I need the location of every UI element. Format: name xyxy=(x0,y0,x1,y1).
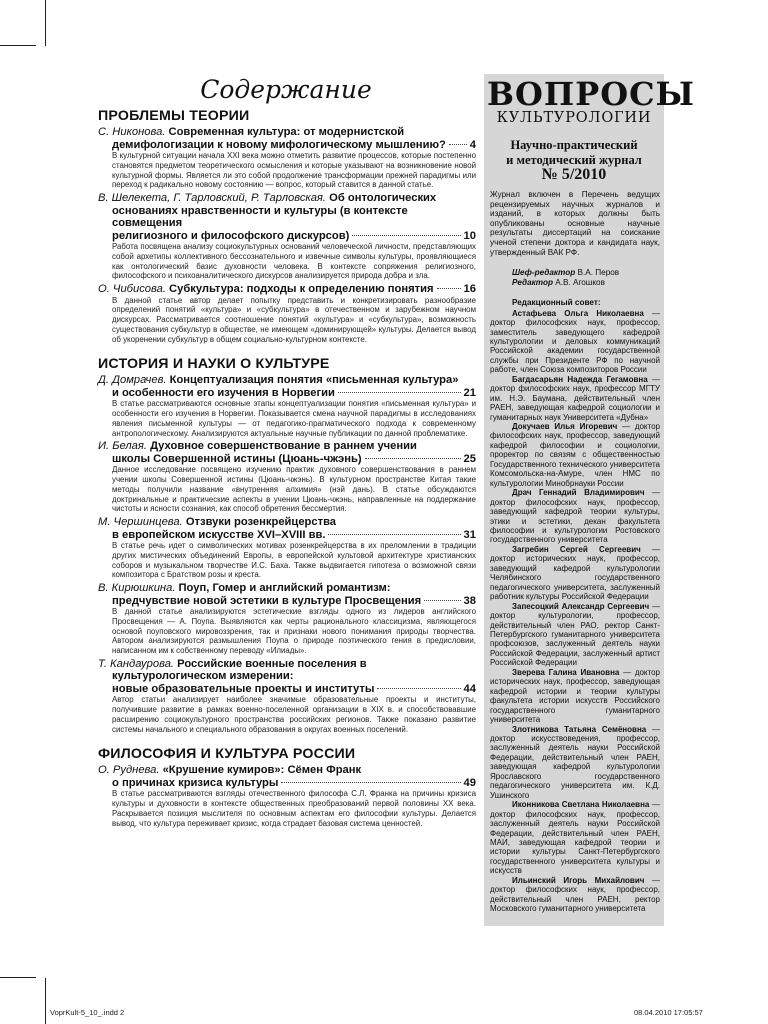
journal-subtitle: Научно-практический и методический журнал xyxy=(506,138,642,167)
council-heading: Редакционный совет: xyxy=(512,298,601,307)
member-name: Запесоцкий Александр Сергеевич xyxy=(512,601,650,611)
dot-leader xyxy=(338,392,461,393)
entry-title: Поуп, Гомер и английский романтизм: xyxy=(178,582,391,594)
entry-title: Об онтологических основаниях нравственности и культуры (в контексте совмещения xyxy=(112,192,437,230)
vak-note: Журнал включен в Перечень ведущих рецензируемых научных журналов и изданий, в которых должны быть опубликованы основные научные результаты диссертаций на соискание ученой степени доктора и кандидата наук, утвержденный ВАК РФ. xyxy=(490,190,660,257)
issue-number: № 5/2010 xyxy=(541,166,607,183)
editor: Редактор А.В. Агошков xyxy=(512,278,605,287)
toc-entry xyxy=(96,516,476,580)
entry-title-end: предчувствие новой эстетики в культуре Просвещения xyxy=(112,594,422,607)
crop-mark xyxy=(0,45,36,46)
entry-title-end: демифологизации к новому мифологическому мышлению? xyxy=(112,138,446,151)
entry-title-end: о причинах кризиса культуры xyxy=(112,776,279,789)
member-desc: доктор культурологии, профессор, действительный член РАО, ректор Санкт-Петербургского гуманитарного университета профсоюзов, заслуженный деятель науки Российской Федерации, заслуженный артист Российской Федерации xyxy=(490,611,660,668)
entry-author: В. Шелекета, Г. Тарловский, Р. Тарловская. xyxy=(98,192,327,204)
entry-abstract: В данной статье автор делает попытку представить и конкретизировать разнообразие определений понятий «культура» и «субкультура» в отечественном и зарубежном научном дискурсах. Рассматривается соотношение понятий «культура» и «субкультура», возможность существования субкультур в обществе, не имеющем «доминирующей» культуры. Делается вывод об укоренении субкультур в общем социально-культурном контексте. xyxy=(112,295,476,344)
member-desc: доктор исторических наук, профессор, заведующий кафедрой культурологии Челябинского государственного педагогического университета, заслуженный работник культуры Российской Федерации xyxy=(490,554,660,602)
dot-leader xyxy=(352,235,460,236)
toc-entry xyxy=(96,764,476,828)
member-name: Загребин Сергей Сергеевич xyxy=(512,544,641,554)
entry-title: Субкультура: подходы к определению понятия xyxy=(169,283,434,296)
entry-page: 44 xyxy=(463,682,476,695)
member-name: Астафьева Ольга Николаевна xyxy=(512,308,644,318)
journal-name-bottom: КУЛЬТУРОЛОГИИ xyxy=(496,110,652,126)
footer-file: VoprKult-5_10_.indd 2 xyxy=(50,1008,125,1017)
entry-title: Духовное совершенствование в раннем учении xyxy=(150,440,417,453)
entry-page: 38 xyxy=(463,594,476,607)
entry-abstract: В культурной ситуации начала XXI века можно отметить развитие процессов, которые постепенно становятся предметом теоретического осмысления и которые указывают на возникновение новой культурной формы. Является ли это собой продолжение трансформации прежней парадигмы или переход к радикально новому состоянию — вопрос, который ставится в данной статье. xyxy=(112,151,476,190)
toc-entry xyxy=(96,440,476,514)
entry-abstract: В статье речь идет о символических мотивах розенкрейцерства в их преломлении в традиции других мистических объединений Европы, в европейской культовой архитектуре христианских соборов и музыкальном творчестве И.С. Баха. Также выдвигается гипотеза о возможной связи композитора с Братством розы и креста. xyxy=(112,541,476,580)
table-of-contents xyxy=(96,108,476,830)
council-member: Запесоцкий Александр Сергеевич — доктор культурологии, профессор, действительный член РАО, ректор Санкт-Петербургского гуманитарного университета профсоюзов, заслуженный деятель науки Российской Федерации, заслуженный артист Российской Федерации xyxy=(490,601,660,668)
chief-editor: Шеф-редактор В.А. Перов xyxy=(512,268,620,277)
toc-entry xyxy=(96,658,476,735)
member-desc: доктор исторических наук, профессор, заведующая кафедрой истории и теории культуры факультета истории искусств Российского государственного гуманитарного университета xyxy=(490,667,660,725)
member-name: Драч Геннадий Владимирович xyxy=(512,488,645,498)
member-name: Зверева Галина Ивановна xyxy=(512,667,620,677)
council-member: Зверева Галина Ивановна — доктор исторических наук, профессор, заведующая кафедрой истории и теории культуры факультета истории искусств Российского государственного гуманитарного университета xyxy=(490,667,660,725)
council-member: Багдасарьян Надежда Гегамовна — доктор философских наук, профессор МГТУ им. Н.Э. Баумана, действительный член РАЕН, заведующая кафедрой социологии и гуманитарных наук Университета «Дубна» xyxy=(490,374,660,422)
section-heading: ФИЛОСОФИЯ И КУЛЬТУРА РОССИИ xyxy=(98,746,356,763)
crop-mark xyxy=(0,977,36,978)
council-member: Иконникова Светлана Николаевна — доктор философских наук, профессор, заслуженный деятель науки Российской Федерации, действительный член РАЕН, МАИ, заведующая кафедрой теории и истории культуры Санкт-Петербургского государственного университета культуры и искусств xyxy=(490,800,660,876)
council-member: Злотникова Татьяна Семёновна — доктор искусствоведения, профессор, заслуженный деятель науки Российской Федерации, действительный член РАЕН, заведующая кафедрой культурологии Ярославского государственного педагогического университета им. К.Д. Ушинского xyxy=(490,724,660,800)
entry-abstract: Автор статьи анализирует наиболее значимые образовательные проекты и институты, получившие развитие в рамках военно-поселенной организации в XIX в. и способствовавшие расширению социокультурного пространства российских регионов. Также показано развитие системы начального и специального образования в округах военных поселений. xyxy=(112,695,476,734)
council-member: Загребин Сергей Сергеевич — доктор исторических наук, профессор, заведующий кафедрой культурологии Челябинского государственного педагогического университета, заслуженный работник культуры Российской Федерации xyxy=(490,544,660,602)
entry-page: 4 xyxy=(469,138,476,151)
entry-author: В. Кирюшкина. xyxy=(98,582,176,594)
dot-leader xyxy=(377,688,460,689)
dot-leader xyxy=(365,458,461,459)
entry-title: Концептуализация понятия «письменная культура» xyxy=(169,374,459,387)
dot-leader xyxy=(281,782,460,783)
member-name: Багдасарьян Надежда Гегамовна xyxy=(512,374,648,384)
member-name: Злотникова Татьяна Семёновна xyxy=(512,724,647,734)
page-title: Содержание xyxy=(200,75,372,104)
entry-title: «Крушение кумиров»: Сёмен Франк xyxy=(162,764,362,777)
member-desc: доктор философских наук, профессор МГТУ им. Н.Э. Баумана, действительный член РАЕН, заведующая кафедрой социологии и гуманитарных наук Университета «Дубна» xyxy=(490,384,660,422)
entry-title: Отзвуки розенкрейцерства xyxy=(185,516,337,528)
entry-title: Российские военные поселения в культурологическом измерении: xyxy=(112,657,367,683)
entry-page: 25 xyxy=(463,452,476,465)
entry-title-end: школы Совершенной истины (Цюань-чжэнь) xyxy=(112,452,362,465)
toc-entry xyxy=(96,192,476,281)
entry-author: Д. Домрачев. xyxy=(98,374,167,387)
entry-abstract: Работа посвящена анализу социокультурных оснований человеческой личности, представляющих собой архетипы коллективного бессознательного и извечные символы культуры, проявляющиеся как онтологический базис духовности человека. В контексте сопряжения религиозного, философского и психоаналитического дискурсов анализируется природа добра и зла. xyxy=(112,242,476,281)
crop-mark xyxy=(45,0,46,46)
entry-abstract: В данной статье анализируются эстетические взгляды одного из лидеров английского Просвещения — А. Поупа. Выявляются как черты рационального классицизма, являющегося основой поуповского мировоззрения, так и признаки нового понимания природы творчества. Автором анализируются размышления Поупа о природе поэтического гения в предисловии, написанном им к собственному переводу «Илиады». xyxy=(112,607,476,655)
member-name: Докучаев Илья Игоревич xyxy=(512,422,618,432)
entry-abstract: В статье рассматриваются основные этапы концептуализации понятия «письменная культура» и особенности его изучения в Норвегии. Показывается смена научной парадигмы в исследованиях явления письменной культуры — от педагогико-прагматического подхода к современному антропологическому. Анализируются актуальные научные публикации по данной проблематике. xyxy=(112,399,476,438)
member-name: Ильинский Игорь Михайлович xyxy=(512,875,645,885)
entry-author: О. Руднева. xyxy=(98,764,160,777)
entry-author: Т. Кандаурова. xyxy=(98,657,175,670)
footer-timestamp: 08.04.2010 17:05:57 xyxy=(634,1008,703,1017)
dot-leader xyxy=(328,534,460,535)
entry-author: С. Никонова. xyxy=(98,126,166,138)
editors xyxy=(490,268,660,288)
toc-entry xyxy=(96,283,476,344)
council-member: Ильинский Игорь Михайлович — доктор философских наук, профессор, действительный член РАЕН, ректор Московского гуманитарного университета xyxy=(490,875,660,914)
section-heading: ПРОБЛЕМЫ ТЕОРИИ xyxy=(98,108,250,124)
entry-page: 31 xyxy=(463,528,476,541)
council-member: Астафьева Ольга Николаевна — доктор философских наук, профессор, заместитель заведующего кафедрой культурологии и деловых коммуникаций Российской академии государственной службы при Президенте РФ по научной работе, член Союза композиторов России xyxy=(490,308,660,375)
entry-abstract: В статье рассматриваются взгляды отечественного философа С.Л. Франка на причины кризиса культуры и духовности в контексте общественных преобразований первой половины XX века. Раскрывается позиция мыслителя по основным аспектам его философии культуры. Делается вывод, что культура переживает кризис, когда страдает базовая система ценностей. xyxy=(112,789,476,828)
toc-entry xyxy=(96,126,476,190)
toc-entry xyxy=(96,582,476,656)
entry-page: 49 xyxy=(463,776,476,789)
entry-author: М. Чершинцева. xyxy=(98,516,183,528)
editorial-council xyxy=(490,298,660,914)
dot-leader xyxy=(449,144,467,145)
council-list xyxy=(490,309,660,914)
member-desc: доктор философских наук, профессор, заместитель заведующего кафедрой культурологии и деловых коммуникаций Российской академии государственной службы при Президенте РФ по научной работе, член Союза композиторов России xyxy=(490,318,660,375)
entry-title-end: новые образовательные проекты и институты xyxy=(112,682,375,695)
entry-page: 21 xyxy=(463,386,476,399)
member-desc: доктор философских наук, профессор, заведующий кафедрой теории культуры, этики и эстетики, декан факультета философии и культурологии Ростовского государственного университета xyxy=(490,497,660,545)
entry-author: И. Белая. xyxy=(98,440,147,453)
journal-masthead xyxy=(487,75,695,128)
entry-title-end: в европейском искусстве XVI–XVIII вв. xyxy=(112,528,326,541)
section-heading: ИСТОРИЯ И НАУКИ О КУЛЬТУРЕ xyxy=(98,356,330,373)
entry-author: О. Чибисова. xyxy=(98,283,166,296)
entry-title-end: и особенности его изучения в Норвегии xyxy=(112,386,335,399)
entry-abstract: Данное исследование посвящено изучению практик духовного совершенствования в раннем учении школы Совершенной истины (Цюань-чжэнь). В культурном пространстве Китая такие методы получили название «внутренняя алхимия» (нэй дань). В статье обсуждаются доктринальные и практические аспекты в учении Цюань-чжэнь, направленные на поддержание чистоты и ясности сознания, как способ обретения бессмертия. xyxy=(112,465,476,514)
member-desc: доктор философских наук, профессор, заслуженный деятель науки Российской Федерации, действительный член РАЕН, МАИ, заведующая кафедрой теории и истории культуры Санкт-Петербургского государственного университета культуры и искусств xyxy=(490,809,660,876)
council-member: Драч Геннадий Владимирович — доктор философских наук, профессор, заведующий кафедрой теории культуры, этики и эстетики, декан факультета философии и культурологии Ростовского государственного университета xyxy=(490,488,660,545)
toc-entry xyxy=(96,374,476,438)
journal-name-top: ВОПРОСЫ xyxy=(487,75,695,113)
dot-leader xyxy=(424,600,460,601)
entry-title-end: религиозного и философского дискурсов) xyxy=(112,229,350,242)
dot-leader xyxy=(437,288,461,289)
entry-page: 16 xyxy=(463,283,476,296)
council-member: Докучаев Илья Игоревич — доктор философских наук, профессор, заведующий кафедрой философии и социологии, проректор по связям с общественностью Государственного технического университета Комсомольска-на-Амуре, член НМС по культурологии Минобрнауки России xyxy=(490,422,660,488)
crop-mark xyxy=(45,978,46,1024)
member-desc: доктор искусствоведения, профессор, заслуженный деятель науки Российской Федерации, действительный член РАЕН, заведующая кафедрой культурологии Ярославского государственного педагогического университета им. К.Д. Ушинского xyxy=(490,733,660,800)
member-desc: доктор философских наук, профессор, действительный член РАЕН, ректор Московского гуманитарного университета xyxy=(490,885,660,914)
entry-title: Современная культура: от модернистской xyxy=(168,126,405,138)
member-name: Иконникова Светлана Николаевна xyxy=(512,800,650,810)
entry-page: 10 xyxy=(463,229,476,242)
member-desc: доктор философских наук, профессор, заведующий кафедрой философии и социологии, проректор по связям с общественностью Государственного технического университета Комсомольска-на-Амуре, член НМС по культурологии Минобрнауки России xyxy=(490,422,660,488)
